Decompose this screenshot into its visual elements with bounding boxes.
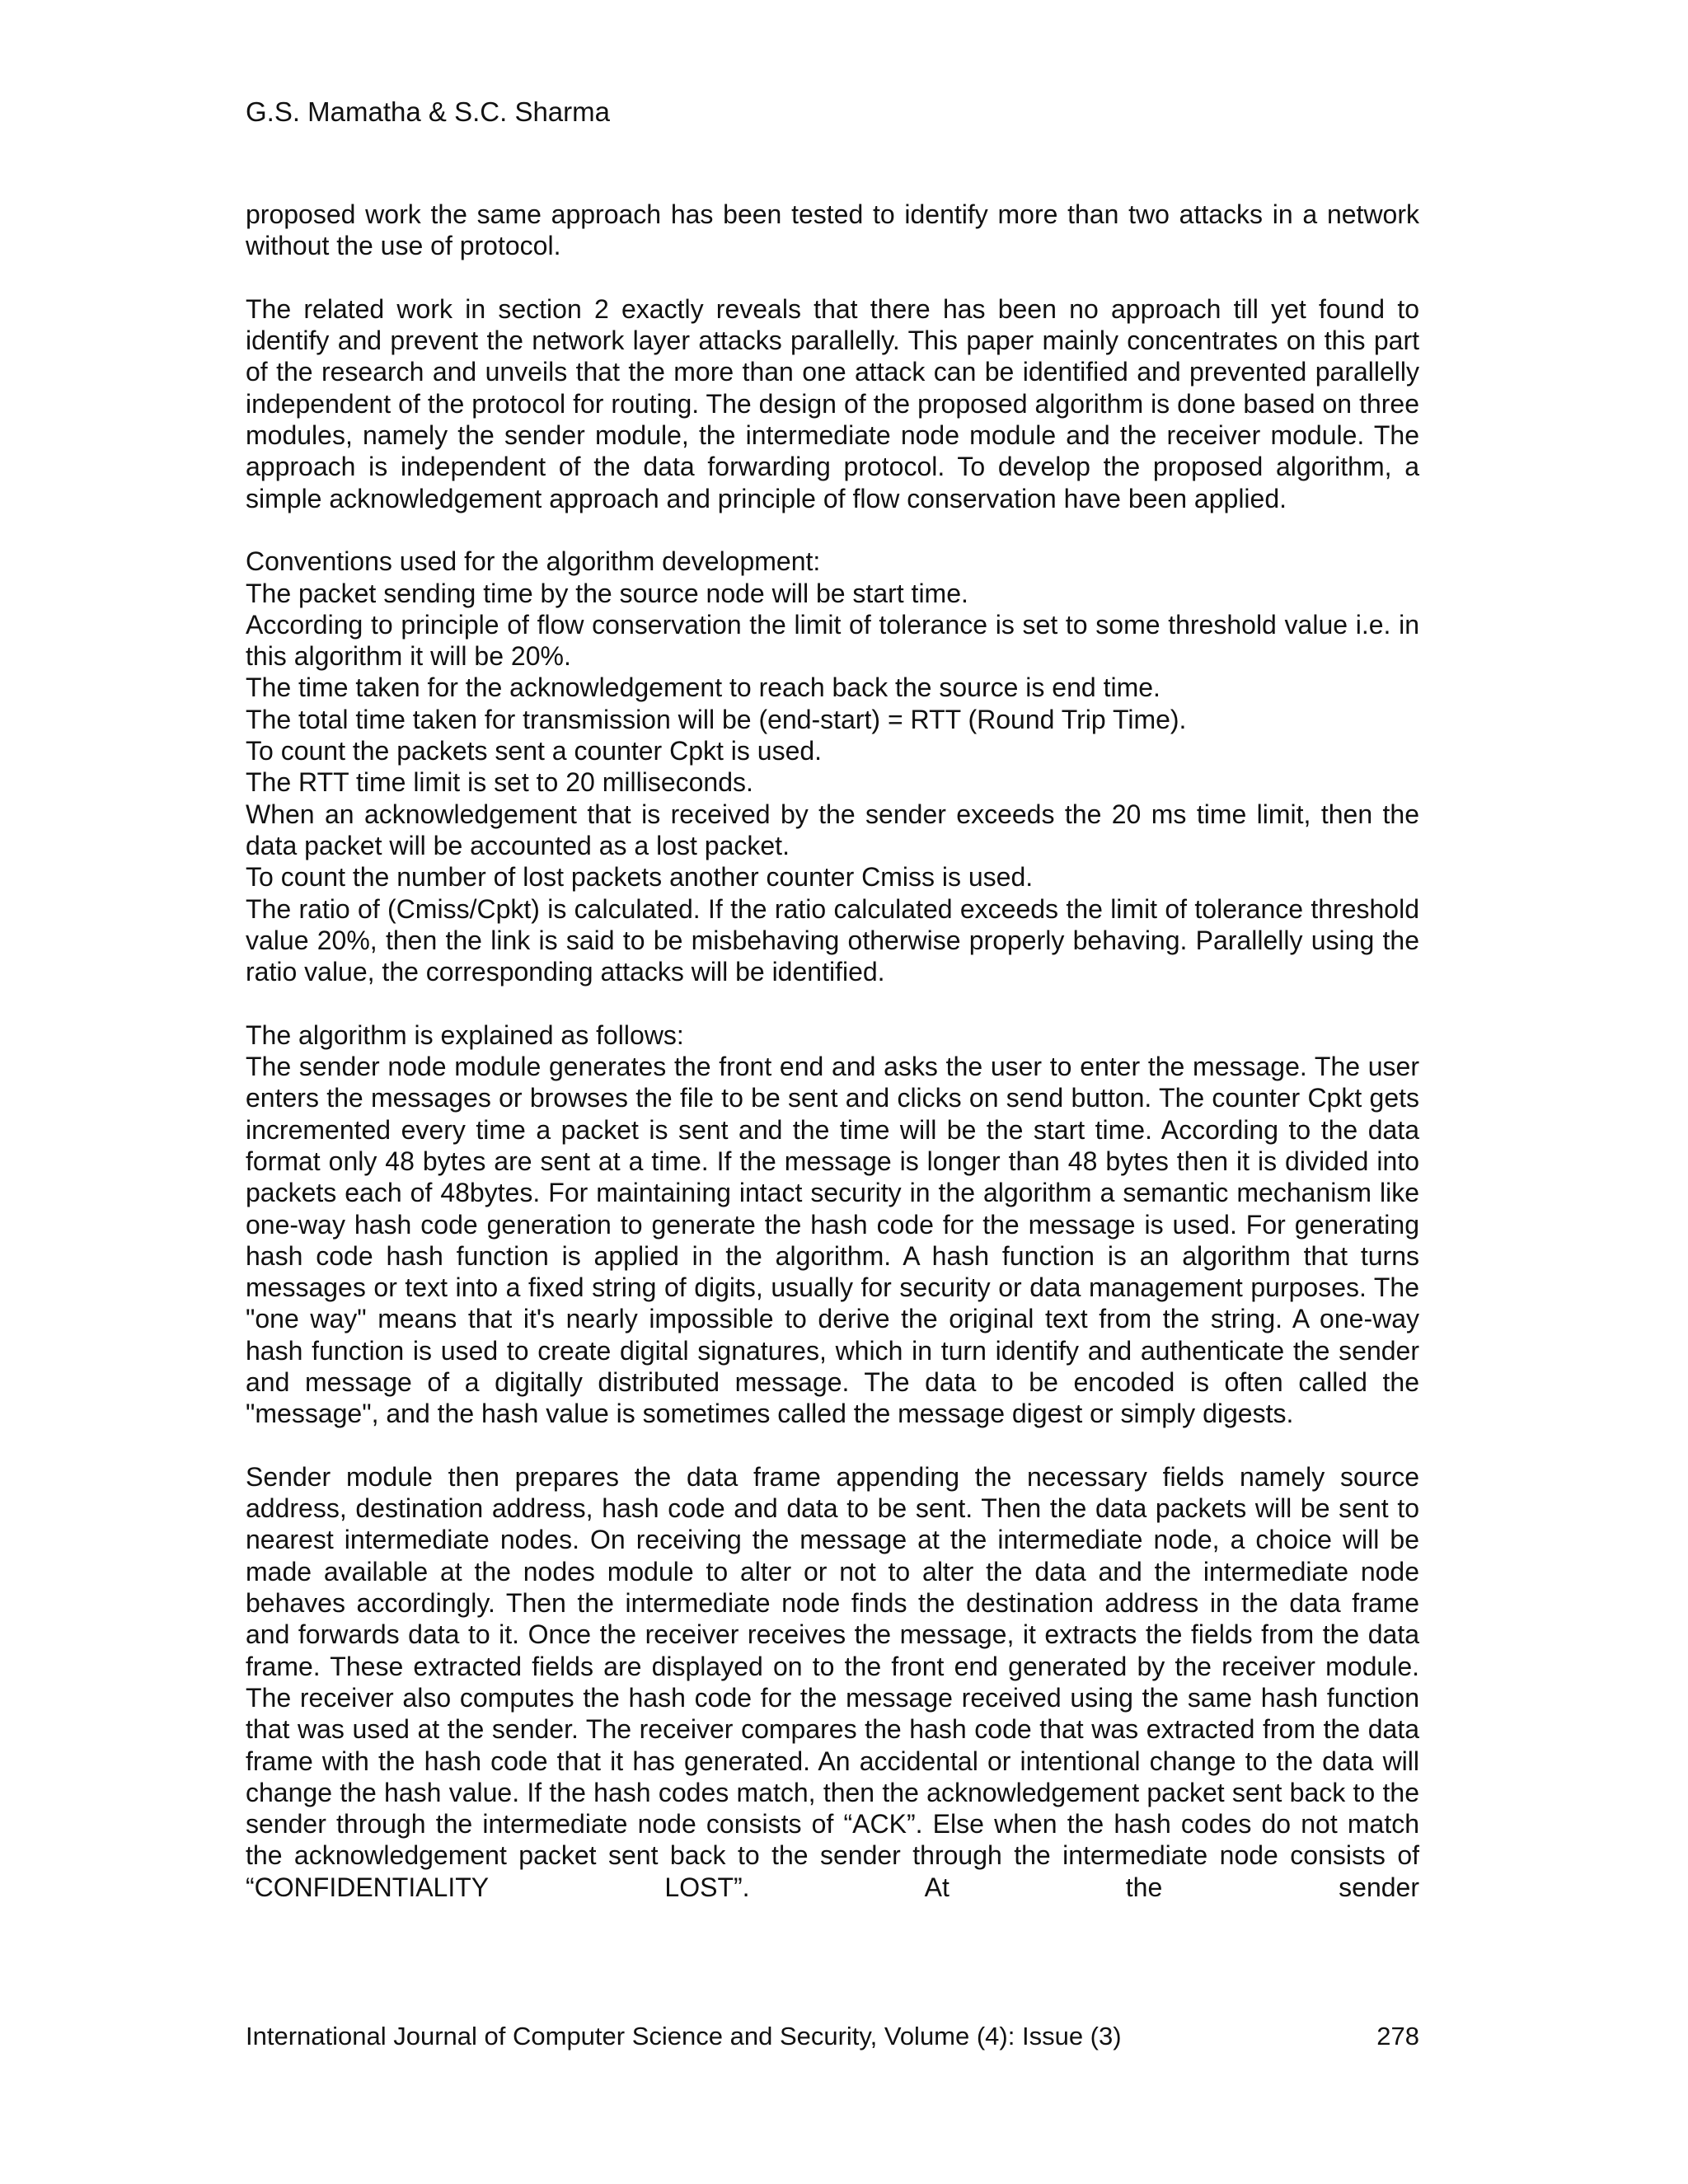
convention-item: To count the packets sent a counter Cpkt is used.: [246, 736, 823, 766]
convention-item: When an acknowledgement that is received by the sender exceeds the 20 ms time limit, then the data packet will be accounted as a lost packet.: [246, 799, 1419, 860]
convention-item: According to principle of flow conservation the limit of tolerance is set to some threshold value i.e. in this algorithm it will be 20%.: [246, 609, 1419, 672]
page-number: 278: [1376, 2022, 1419, 2050]
algorithm-description: The sender node module generates the front end and asks the user to enter the message. The user enters the messages or browses the file to be sent and clicks on send button. The counter Cpkt gets incremented every time a packet is sent and the time will be the start time. According to the data format only 48 bytes are sent at a time. If the message is longer than 48 bytes then it is divided into packets each of 48bytes. For maintaining intact security in the algorithm a semantic mechanism like one-way hash code generation to generate the hash code for the message is used. For generating hash code hash function is applied in the algorithm. A hash function is an algorithm that turns messages or text into a fixed string of digits, usually for security or data management purposes. The "one way" means that it's nearly impossible to derive the original text from the string. A one-way hash function is used to create digital signatures, which in turn identify and authenticate the sender and message of a digitally distributed message. The data to be encoded is often called the "message", and the hash value is sometimes called the message digest or simply digests.: [246, 1052, 1419, 1429]
convention-item: The RTT time limit is set to 20 milliseconds.: [246, 767, 753, 798]
paragraph-continuation: proposed work the same approach has been tested to identify more than two attacks in a network without the use of protocol.: [246, 199, 1419, 261]
footer-journal: International Journal of Computer Science and Security, Volume (4): Issue (3): [246, 2022, 1122, 2050]
algorithm-block: [246, 1019, 1419, 1430]
conventions-title: Conventions used for the algorithm development:: [246, 546, 821, 577]
convention-item: The total time taken for transmission will be (end-start) = RTT (Round Trip Time).: [246, 704, 1187, 734]
header-authors: G.S. Mamatha & S.C. Sharma: [246, 96, 610, 127]
convention-item: The packet sending time by the source node will be start time.: [246, 578, 968, 608]
page-footer: [246, 2021, 1419, 2052]
convention-item: The time taken for the acknowledgement to reach back the source is end time.: [246, 673, 1160, 703]
algorithm-title: The algorithm is explained as follows:: [246, 1019, 684, 1050]
running-header: [246, 96, 610, 129]
page-body: [246, 199, 1419, 1903]
paragraph-sender-module: Sender module then prepares the data frame appending the necessary fields namely source address, destination address, hash code and data to be sent. Then the data packets will be sent to nearest intermediate nodes. On receiving the message at the intermediate node, a choice will be made available at the nodes module to alter or not to alter the data and the intermediate node behaves accordingly. Then the intermediate node finds the destination address in the data frame and forwards data to it. Once the receiver receives the message, it extracts the fields from the data frame. These extracted fields are displayed on to the front end generated by the receiver module. The receiver also computes the hash code for the message received using the same hash function that was used at the sender. The receiver compares the hash code that was extracted from the data frame with the hash code that it has generated. An accidental or intentional change to the data will change the hash value. If the hash codes match, then the acknowledgement packet sent back to the sender through the intermediate node consists of “ACK”. Else when the hash codes do not match the acknowledgement packet sent back to the sender through the intermediate node consists of “CONFIDENTIALITY LOST”. At the sender: [246, 1461, 1419, 1902]
conventions-block: [246, 546, 1419, 987]
convention-item: To count the number of lost packets another counter Cmiss is used.: [246, 862, 1034, 893]
convention-item: The ratio of (Cmiss/Cpkt) is calculated. If the ratio calculated exceeds the limit of tolerance threshold value 20%, then the link is said to be misbehaving otherwise properly behaving. Parallelly using the ratio value, the corresponding attacks will be identified.: [246, 893, 1419, 987]
paragraph-related-work: The related work in section 2 exactly reveals that there has been no approach till yet found to identify and prevent the network layer attacks parallelly. This paper mainly concentrates on this part of the research and unveils that the more than one attack can be identified and prevented parallelly independent of the protocol for routing. The design of the proposed algorithm is done based on three modules, namely the sender module, the intermediate node module and the receiver module. The approach is independent of the data forwarding protocol. To develop the proposed algorithm, a simple acknowledgement approach and principle of flow conservation have been applied.: [246, 293, 1419, 513]
